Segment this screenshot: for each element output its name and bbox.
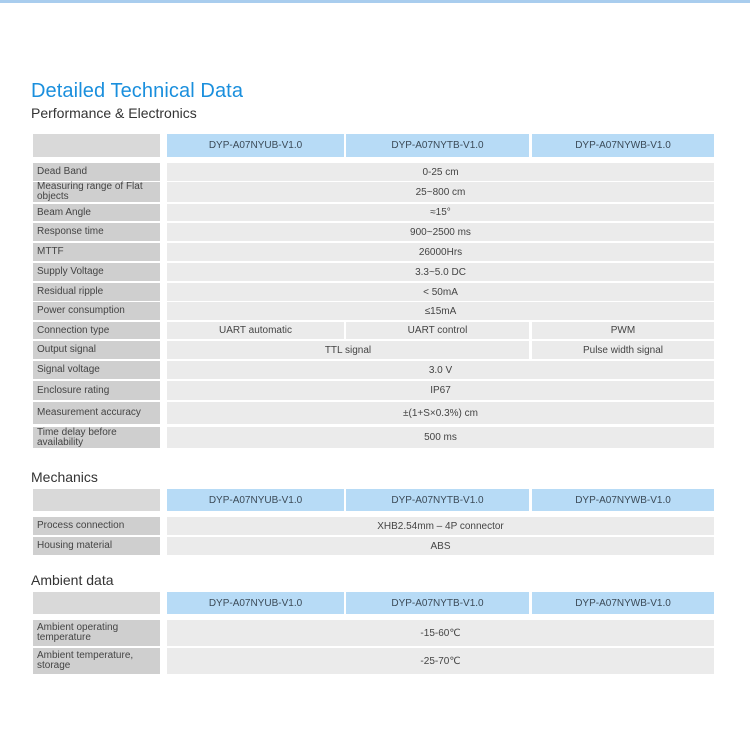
performance-row-label: Measurement accuracy <box>33 402 160 424</box>
performance-model-header-2: DYP-A07NYTB-V1.0 <box>346 134 529 157</box>
performance-row-label: MTTF <box>33 243 160 261</box>
ambient-model-header-2: DYP-A07NYTB-V1.0 <box>346 592 529 614</box>
performance-row-label: Residual ripple <box>33 283 160 301</box>
performance-row-label: Beam Angle <box>33 204 160 221</box>
performance-row-label: Response time <box>33 223 160 241</box>
performance-row-label: Supply Voltage <box>33 263 160 281</box>
performance-row-value: PWM <box>532 322 714 339</box>
performance-row-value: 25~800 cm <box>167 182 714 202</box>
mechanics-row-value: ABS <box>167 537 714 555</box>
performance-row-value: Pulse width signal <box>532 341 714 359</box>
performance-row-label: Output signal <box>33 341 160 359</box>
performance-row-value: UART control <box>346 322 529 339</box>
mechanics-row-value: XHB2.54mm – 4P connector <box>167 517 714 535</box>
performance-row-label: Time delay before availability <box>33 427 160 448</box>
performance-row-label: Measuring range of Flat objects <box>33 182 160 202</box>
performance-header-blank <box>33 134 160 157</box>
ambient-model-header-3: DYP-A07NYWB-V1.0 <box>532 592 714 614</box>
section-title-mechanics: Mechanics <box>31 469 98 485</box>
performance-row-value: 0-25 cm <box>167 163 714 181</box>
section-title-performance: Performance & Electronics <box>31 105 197 121</box>
performance-row-value: ≈15° <box>167 204 714 221</box>
page-title: Detailed Technical Data <box>31 80 244 102</box>
mechanics-model-header-3: DYP-A07NYWB-V1.0 <box>532 489 714 511</box>
ambient-row-label: Ambient temperature, storage <box>33 648 160 674</box>
section-title-ambient: Ambient data <box>31 572 114 588</box>
performance-row-value: ≤15mA <box>167 302 714 320</box>
performance-row-label: Connection type <box>33 322 160 339</box>
mechanics-row-label: Housing material <box>33 537 160 555</box>
top-accent-bar <box>0 0 750 3</box>
performance-row-value: 500 ms <box>167 427 714 448</box>
performance-row-label: Signal voltage <box>33 361 160 379</box>
performance-row-label: Dead Band <box>33 163 160 181</box>
performance-row-value: TTL signal <box>167 341 529 359</box>
performance-row-value: 26000Hrs <box>167 243 714 261</box>
ambient-row-value: -15-60℃ <box>167 620 714 646</box>
performance-row-label: Power consumption <box>33 302 160 320</box>
mechanics-model-header-1: DYP-A07NYUB-V1.0 <box>167 489 344 511</box>
performance-row-value: ±(1+S×0.3%) cm <box>167 402 714 424</box>
performance-row-value: < 50mA <box>167 283 714 301</box>
ambient-row-label: Ambient operating temperature <box>33 620 160 646</box>
performance-row-value: 3.3~5.0 DC <box>167 263 714 281</box>
performance-row-value: 3.0 V <box>167 361 714 379</box>
mechanics-row-label: Process connection <box>33 517 160 535</box>
performance-row-value: UART automatic <box>167 322 344 339</box>
mechanics-header-blank <box>33 489 160 511</box>
ambient-header-blank <box>33 592 160 614</box>
performance-model-header-3: DYP-A07NYWB-V1.0 <box>532 134 714 157</box>
ambient-row-value: -25-70℃ <box>167 648 714 674</box>
performance-row-value: IP67 <box>167 381 714 400</box>
mechanics-model-header-2: DYP-A07NYTB-V1.0 <box>346 489 529 511</box>
performance-model-header-1: DYP-A07NYUB-V1.0 <box>167 134 344 157</box>
performance-row-value: 900~2500 ms <box>167 223 714 241</box>
performance-row-label: Enclosure rating <box>33 381 160 400</box>
ambient-model-header-1: DYP-A07NYUB-V1.0 <box>167 592 344 614</box>
